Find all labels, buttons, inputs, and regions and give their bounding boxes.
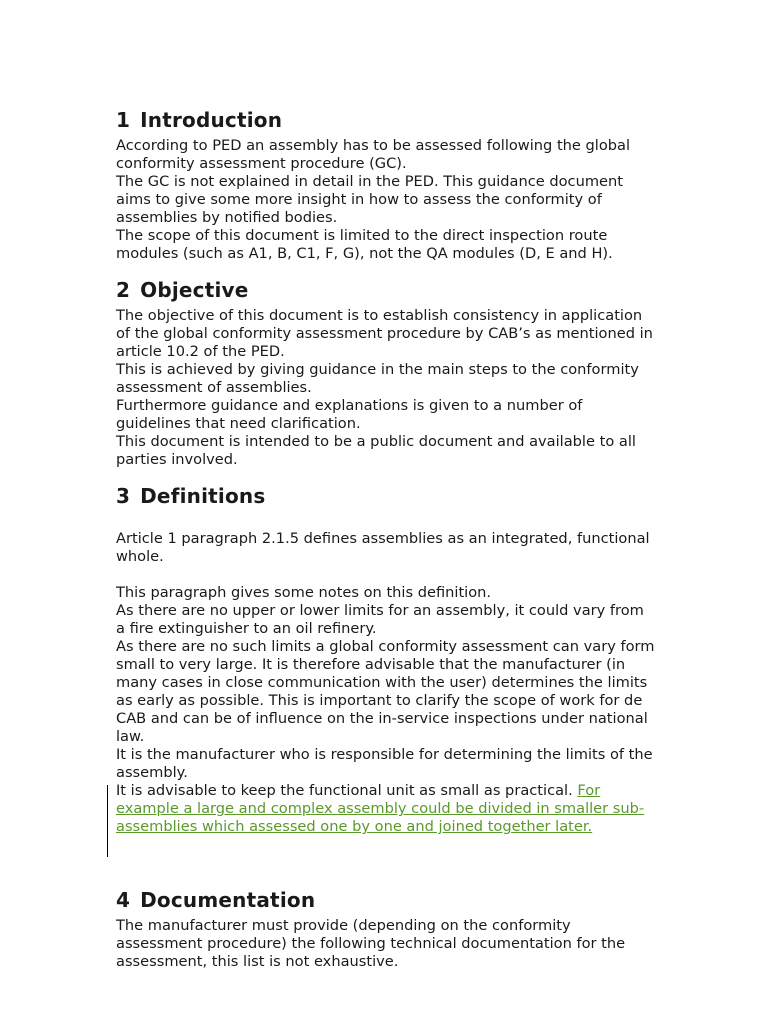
paragraph: It is the manufacturer who is responsible for determining the limits of the assembly. [116,746,653,781]
paragraph: Article 1 paragraph 2.1.5 defines assemblies as an integrated, functional whole. [116,530,650,565]
paragraph-text: It is advisable to keep the functional unit as small as practical. [116,782,578,799]
heading-number: 2 [116,278,131,302]
heading-number: 3 [116,484,131,508]
heading-title: Definitions [140,484,266,508]
paragraph: The manufacturer must provide (depending on the conformity assessment procedure) the following technical documentation for the assessment, this list is not exhaustive. [116,917,626,970]
heading-introduction [116,108,656,132]
paragraph-gap [116,566,656,584]
heading-number: 4 [116,888,131,912]
section-body [116,530,656,836]
paragraph-with-tracked-change [116,782,656,836]
paragraph: This paragraph gives some notes on this definition. [116,584,492,601]
heading-definitions [116,484,656,508]
heading-documentation [116,888,656,912]
paragraph: This document is intended to be a public document and available to all parties involved. [116,433,636,468]
paragraph: The GC is not explained in detail in the PED. This guidance document aims to give some more insight in how to assess the conformity of assemblies by notified bodies. [116,173,623,226]
section-definitions [116,484,656,836]
paragraph: The scope of this document is limited to the direct inspection route modules (such as A1, B, C1, F, G), not the QA modules (D, E and H). [116,227,613,262]
paragraph: As there are no upper or lower limits for an assembly, it could vary from a fire extinguisher to an oil refinery. [116,602,644,637]
section-documentation [116,888,656,971]
change-bar [107,785,108,857]
heading-objective [116,278,656,302]
heading-title: Objective [140,278,249,302]
heading-title: Introduction [140,108,283,132]
heading-title: Documentation [140,888,316,912]
section-body [116,307,656,469]
tracked-change-insertion: For example a large and complex assembly could be divided in smaller sub-assemblies which assessed one by one and joined together later. [116,782,645,835]
section-body [116,137,656,263]
section-introduction [116,108,656,263]
heading-number: 1 [116,108,131,132]
paragraph: According to PED an assembly has to be assessed following the global conformity assessment procedure (GC). [116,137,631,172]
paragraph: Furthermore guidance and explanations is given to a number of guidelines that need clarification. [116,397,583,432]
section-body [116,917,656,971]
section-objective [116,278,656,469]
paragraph: The objective of this document is to establish consistency in application of the global conformity assessment procedure by CAB’s as mentioned in article 10.2 of the PED. [116,307,653,360]
paragraph: As there are no such limits a global conformity assessment can vary form small to very large. It is therefore advisable that the manufacturer (in many cases in close communication with the user) determines the limits as early as possible. This is important to clarify the scope of work for de CAB and can be of influence on the in-service inspections under national law. [116,638,655,745]
paragraph: This is achieved by giving guidance in the main steps to the conformity assessment of assemblies. [116,361,639,396]
